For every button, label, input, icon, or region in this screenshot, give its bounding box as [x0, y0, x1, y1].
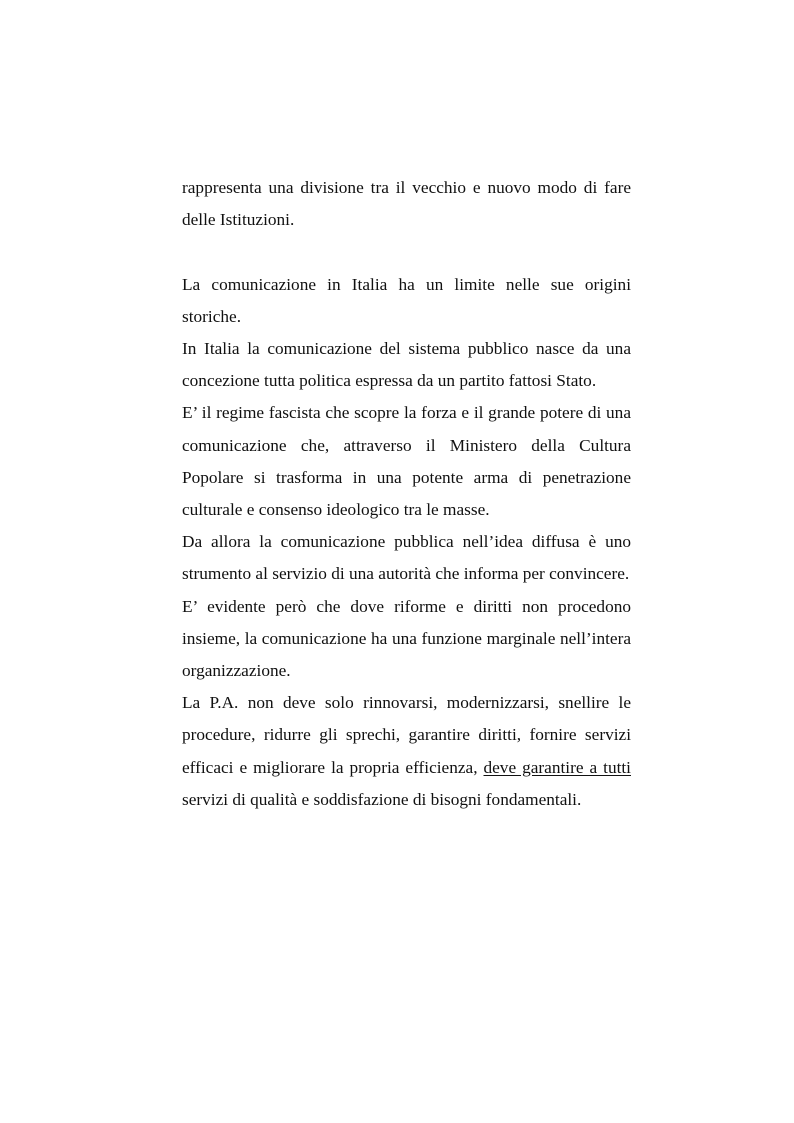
- paragraph-spacer: [182, 236, 631, 268]
- paragraph-fascist-regime: E’ il regime fascista che scopre la forza e il grande potere di una comunicazione che, attraverso il Ministero della Cultura Popolare si trasforma in una potente arma di penetrazione culturale e consenso ideologico tra le masse.: [182, 403, 631, 520]
- document-page: [182, 172, 631, 816]
- paragraph-origins: La comunicazione in Italia ha un limite nelle sue origini storiche.: [182, 274, 631, 326]
- paragraph-text: La P.A. non deve solo rinnovarsi, modernizzarsi, snellire le procedure, ridurre gli sprechi, garantire diritti, fornire servizi efficaci e migliorare la propria efficienza,: [182, 693, 631, 777]
- paragraph-public-administration: [182, 687, 631, 816]
- paragraph-reforms: E’ evidente però che dove riforme e diritti non procedono insieme, la comunicazione ha una funzione marginale nell’intera organizzazione.: [182, 596, 631, 681]
- paragraph-continuation: rappresenta una divisione tra il vecchio e nuovo modo di fare delle Istituzioni.: [182, 178, 631, 230]
- paragraph-public-system: In Italia la comunicazione del sistema pubblico nasce da una concezione tutta politica espressa da un partito fattosi Stato.: [182, 339, 631, 391]
- paragraph-public-communication: Da allora la comunicazione pubblica nell’idea diffusa è uno strumento al servizio di una autorità che informa per convincere.: [182, 532, 631, 584]
- underlined-phrase: deve garantire a tutti: [483, 757, 631, 777]
- paragraph-text: servizi di qualità e soddisfazione di bisogni fondamentali.: [182, 789, 582, 809]
